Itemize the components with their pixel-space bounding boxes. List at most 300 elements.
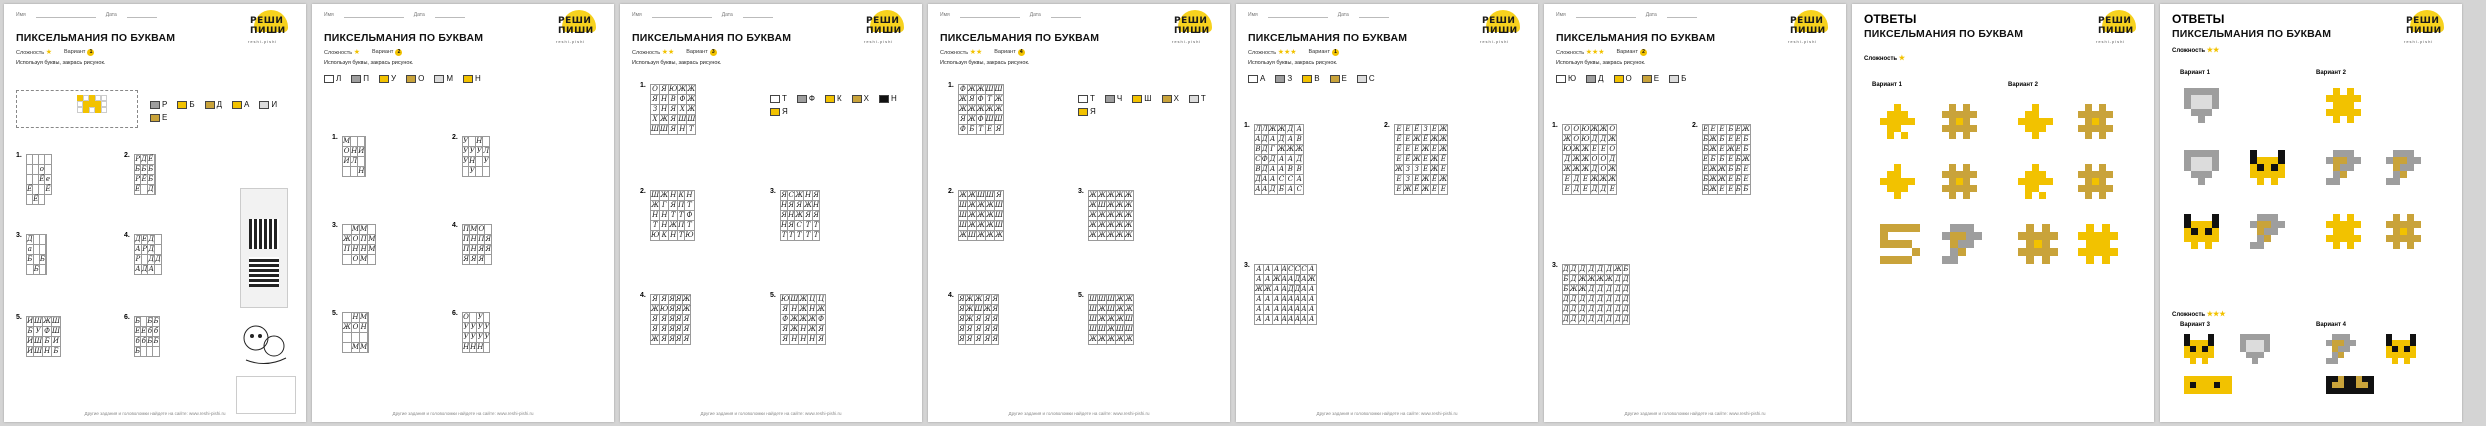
- grid-cell[interactable]: Ю: [781, 295, 790, 303]
- grid-cell[interactable]: А: [1308, 265, 1315, 273]
- grid-cell[interactable]: Е: [1440, 165, 1446, 173]
- grid-cell[interactable]: Я: [675, 295, 682, 303]
- grid-cell[interactable]: О: [352, 235, 359, 243]
- grid-cell[interactable]: Н: [470, 245, 477, 253]
- grid-cell[interactable]: Я: [485, 235, 492, 243]
- grid-cell[interactable]: о: [39, 165, 44, 173]
- grid-cell[interactable]: А: [1274, 295, 1280, 303]
- grid-cell[interactable]: Я: [652, 295, 658, 303]
- grid-cell[interactable]: Ж: [1741, 125, 1750, 133]
- grid-cell[interactable]: Т: [804, 231, 813, 241]
- grid-cell[interactable]: Ж: [1430, 155, 1439, 163]
- grid-cell[interactable]: Ж: [799, 315, 808, 323]
- grid-cell[interactable]: Д: [1261, 145, 1268, 153]
- grid-cell[interactable]: Б: [148, 165, 154, 173]
- grid-cell[interactable]: Е: [1405, 125, 1411, 133]
- grid-cell[interactable]: б: [141, 337, 146, 345]
- grid-cell[interactable]: О: [1564, 125, 1571, 133]
- grid-cell[interactable]: Д: [1591, 165, 1598, 173]
- grid-cell[interactable]: Н: [470, 343, 477, 351]
- grid-cell[interactable]: Д: [1597, 305, 1604, 313]
- grid-cell[interactable]: Е: [1735, 125, 1741, 133]
- grid-cell[interactable]: Ш: [974, 305, 983, 313]
- grid-cell[interactable]: Ж: [1097, 211, 1106, 219]
- grid-cell[interactable]: Д: [1570, 315, 1577, 323]
- grid-cell[interactable]: А: [1308, 295, 1315, 303]
- grid-cell[interactable]: Н: [791, 335, 798, 343]
- grid-cell[interactable]: П: [678, 201, 685, 209]
- grid-cell[interactable]: Я: [995, 125, 1002, 133]
- grid-cell[interactable]: Н: [781, 221, 788, 229]
- grid-cell[interactable]: [343, 225, 352, 235]
- grid-cell[interactable]: Н: [781, 201, 788, 209]
- grid-cell[interactable]: Ё: [1440, 155, 1446, 163]
- grid-cell[interactable]: [368, 323, 369, 333]
- grid-cell[interactable]: Б: [135, 347, 141, 355]
- grid-cell[interactable]: Я: [818, 325, 824, 333]
- grid-cell[interactable]: Н: [477, 343, 484, 351]
- grid-cell[interactable]: Б: [1728, 165, 1734, 173]
- grid-cell[interactable]: Ж: [804, 201, 812, 209]
- grid-cell[interactable]: Н: [661, 211, 668, 219]
- grid-cell[interactable]: Ш: [1089, 325, 1097, 333]
- grid-cell[interactable]: Е: [1743, 175, 1749, 183]
- grid-cell[interactable]: Н: [809, 305, 816, 313]
- grid-cell[interactable]: Ш: [34, 337, 43, 345]
- grid-cell[interactable]: Д: [1261, 165, 1268, 173]
- grid-cell[interactable]: А: [1265, 295, 1271, 303]
- grid-cell[interactable]: Я: [675, 305, 682, 313]
- grid-cell[interactable]: Д: [1579, 295, 1586, 303]
- grid-cell[interactable]: Д: [1597, 295, 1604, 303]
- grid-cell[interactable]: Ж: [1430, 165, 1439, 173]
- grid-cell[interactable]: Б: [27, 255, 33, 263]
- grid-cell[interactable]: б: [153, 327, 159, 335]
- grid-cell[interactable]: Р: [142, 245, 147, 253]
- grid-cell[interactable]: Ш: [678, 115, 687, 123]
- grid-cell[interactable]: Ж: [1590, 125, 1599, 133]
- grid-cell[interactable]: О: [352, 323, 359, 331]
- grid-cell[interactable]: Т: [976, 125, 985, 135]
- grid-cell[interactable]: Ж: [1263, 285, 1272, 293]
- grid-cell[interactable]: А: [1265, 305, 1271, 313]
- grid-cell[interactable]: Ж: [1572, 165, 1581, 173]
- grid-cell[interactable]: Ф: [44, 327, 50, 335]
- grid-cell[interactable]: Ж: [1412, 135, 1421, 143]
- grid-cell[interactable]: Ж: [1581, 155, 1590, 163]
- grid-cell[interactable]: Ш: [1107, 295, 1115, 303]
- grid-cell[interactable]: М: [368, 235, 376, 243]
- grid-cell[interactable]: Т: [804, 221, 813, 231]
- grid-cell[interactable]: И: [52, 337, 60, 345]
- grid-cell[interactable]: Ж: [343, 235, 351, 243]
- grid-cell[interactable]: Е: [1431, 185, 1437, 193]
- grid-cell[interactable]: [343, 255, 352, 265]
- grid-cell[interactable]: Ж: [1116, 295, 1124, 303]
- grid-cell[interactable]: Н: [788, 211, 795, 219]
- grid-cell[interactable]: А: [1278, 155, 1285, 163]
- grid-cell[interactable]: О: [463, 313, 469, 321]
- grid-cell[interactable]: Д: [1622, 285, 1629, 293]
- grid-cell[interactable]: Ю: [685, 231, 694, 239]
- grid-cell[interactable]: Ж: [968, 201, 976, 209]
- grid-cell[interactable]: Я: [992, 305, 999, 313]
- grid-cell[interactable]: [155, 245, 162, 255]
- grid-cell[interactable]: Р: [135, 175, 140, 183]
- grid-cell[interactable]: Ё: [1396, 145, 1402, 153]
- grid-cell[interactable]: Т: [687, 125, 696, 135]
- grid-cell[interactable]: Ж: [1608, 175, 1617, 183]
- grid-cell[interactable]: [154, 155, 155, 165]
- grid-cell[interactable]: Н: [800, 325, 807, 333]
- grid-cell[interactable]: Я: [966, 325, 973, 333]
- grid-cell[interactable]: Н: [352, 313, 359, 321]
- grid-cell[interactable]: Д: [1294, 275, 1301, 283]
- grid-cell[interactable]: Ж: [1124, 201, 1133, 209]
- grid-cell[interactable]: Ш: [51, 317, 60, 325]
- grid-cell[interactable]: [46, 235, 47, 245]
- grid-cell[interactable]: Р: [135, 255, 141, 263]
- grid-cell[interactable]: Ш: [1089, 315, 1097, 323]
- grid-cell[interactable]: Ж: [1709, 185, 1718, 193]
- grid-cell[interactable]: [153, 347, 159, 357]
- grid-cell[interactable]: Ж: [1563, 165, 1572, 173]
- grid-cell[interactable]: П: [463, 235, 470, 243]
- grid-cell[interactable]: Е: [135, 327, 141, 335]
- grid-cell[interactable]: Б: [1719, 135, 1725, 143]
- grid-cell[interactable]: Ж: [968, 221, 976, 229]
- grid-cell[interactable]: Ж: [651, 335, 659, 343]
- grid-cell[interactable]: Ж: [1614, 265, 1622, 273]
- grid-cell[interactable]: Е: [1563, 185, 1572, 195]
- grid-cell[interactable]: Ж: [1106, 211, 1115, 219]
- grid-cell[interactable]: Н: [469, 157, 476, 165]
- grid-cell[interactable]: Я: [818, 335, 824, 343]
- grid-cell[interactable]: Д: [1570, 275, 1577, 283]
- grid-cell[interactable]: Ё: [39, 175, 45, 183]
- grid-cell[interactable]: Ж: [660, 115, 668, 123]
- grid-cell[interactable]: Ш: [968, 231, 976, 239]
- grid-cell[interactable]: Ж: [1124, 221, 1133, 229]
- grid-cell[interactable]: Б: [147, 337, 153, 345]
- grid-cell[interactable]: Я: [960, 115, 966, 123]
- grid-cell[interactable]: Н: [360, 323, 367, 331]
- grid-cell[interactable]: Ш: [994, 85, 1003, 93]
- grid-cell[interactable]: Ж: [43, 317, 51, 325]
- grid-cell[interactable]: Д: [1278, 135, 1285, 143]
- grid-cell[interactable]: Ю: [1581, 135, 1590, 143]
- grid-cell[interactable]: М: [368, 245, 376, 253]
- grid-cell[interactable]: Е: [1600, 145, 1606, 153]
- grid-cell[interactable]: Ё: [1414, 185, 1420, 193]
- grid-cell[interactable]: Д: [1563, 315, 1569, 323]
- grid-cell[interactable]: Ж: [660, 191, 669, 199]
- grid-cell[interactable]: А: [1274, 285, 1280, 293]
- grid-cell[interactable]: Ж: [959, 95, 967, 103]
- grid-cell[interactable]: Б: [33, 265, 39, 273]
- grid-cell[interactable]: Е: [1735, 145, 1741, 153]
- grid-cell[interactable]: У: [484, 323, 490, 331]
- grid-cell[interactable]: Ж: [1097, 221, 1106, 229]
- grid-cell[interactable]: [351, 137, 358, 147]
- grid-cell[interactable]: Д: [1588, 285, 1595, 293]
- grid-cell[interactable]: Ж: [965, 305, 974, 313]
- grid-cell[interactable]: О: [652, 85, 658, 93]
- grid-cell[interactable]: А: [1308, 285, 1315, 293]
- grid-cell[interactable]: Я: [781, 211, 787, 219]
- grid-cell[interactable]: Е: [1719, 185, 1725, 193]
- grid-cell[interactable]: Б: [1728, 125, 1734, 133]
- grid-cell[interactable]: [46, 255, 47, 265]
- grid-cell[interactable]: Б: [1719, 155, 1725, 163]
- grid-cell[interactable]: Б: [135, 165, 141, 173]
- grid-cell[interactable]: А: [1278, 165, 1285, 173]
- grid-cell[interactable]: [485, 225, 492, 235]
- grid-cell[interactable]: Н: [463, 343, 470, 351]
- grid-cell[interactable]: Я: [478, 255, 485, 263]
- grid-cell[interactable]: Ж: [986, 221, 994, 229]
- grid-cell[interactable]: Ж: [1709, 165, 1718, 173]
- grid-cell[interactable]: Б: [1743, 145, 1749, 153]
- grid-cell[interactable]: Ш: [1089, 305, 1097, 313]
- grid-cell[interactable]: Я: [782, 305, 788, 313]
- grid-cell[interactable]: Ф: [686, 211, 693, 219]
- grid-cell[interactable]: Я: [959, 295, 965, 303]
- grid-cell[interactable]: Ш: [959, 211, 967, 219]
- grid-cell[interactable]: Д: [1563, 265, 1569, 273]
- grid-cell[interactable]: А: [1288, 315, 1294, 323]
- grid-cell[interactable]: Я: [984, 315, 991, 323]
- grid-cell[interactable]: Я: [661, 325, 667, 333]
- grid-cell[interactable]: А: [1281, 315, 1287, 323]
- grid-cell[interactable]: Я: [675, 315, 682, 323]
- grid-cell[interactable]: [368, 343, 369, 353]
- grid-cell[interactable]: Ж: [1578, 275, 1587, 283]
- grid-cell[interactable]: Ж: [1286, 145, 1295, 153]
- grid-cell[interactable]: Я: [669, 315, 675, 323]
- grid-cell[interactable]: Я: [652, 95, 658, 103]
- grid-cell[interactable]: Б: [1735, 185, 1741, 193]
- grid-cell[interactable]: Ж: [1307, 275, 1316, 283]
- grid-cell[interactable]: Е: [1405, 135, 1411, 143]
- grid-cell[interactable]: Д: [155, 255, 161, 263]
- grid-cell[interactable]: А: [1274, 265, 1280, 273]
- grid-cell[interactable]: Ш: [994, 115, 1003, 123]
- grid-cell[interactable]: Д: [1579, 315, 1586, 323]
- grid-cell[interactable]: Ж: [1439, 125, 1448, 133]
- grid-cell[interactable]: [365, 157, 366, 167]
- grid-cell[interactable]: В: [669, 95, 678, 105]
- grid-cell[interactable]: Ф: [1261, 155, 1268, 163]
- grid-cell[interactable]: [343, 343, 352, 353]
- grid-cell[interactable]: Е: [1414, 175, 1420, 183]
- grid-cell[interactable]: Т: [669, 211, 678, 221]
- grid-cell[interactable]: Т: [813, 221, 819, 229]
- grid-cell[interactable]: Ж: [977, 231, 985, 239]
- grid-cell[interactable]: Ж: [1572, 155, 1581, 163]
- grid-cell[interactable]: А: [1301, 295, 1307, 303]
- grid-cell[interactable]: С: [796, 221, 802, 229]
- grid-cell[interactable]: Ж: [1741, 155, 1750, 163]
- grid-cell[interactable]: Ж: [965, 295, 974, 303]
- grid-cell[interactable]: О: [478, 225, 485, 233]
- grid-cell[interactable]: Ш: [34, 347, 43, 355]
- grid-cell[interactable]: Ш: [651, 125, 659, 133]
- grid-cell[interactable]: Н: [679, 125, 686, 133]
- grid-cell[interactable]: Я: [669, 335, 675, 343]
- grid-cell[interactable]: А: [1274, 315, 1280, 323]
- grid-cell[interactable]: Я: [984, 295, 991, 303]
- grid-cell[interactable]: Б: [1703, 175, 1709, 183]
- grid-cell[interactable]: Д: [1615, 285, 1621, 293]
- grid-cell[interactable]: Е: [1431, 125, 1437, 133]
- grid-cell[interactable]: Ж: [1430, 135, 1439, 143]
- grid-cell[interactable]: У: [469, 167, 475, 175]
- grid-cell[interactable]: А: [1274, 305, 1280, 313]
- grid-cell[interactable]: Д: [1622, 305, 1629, 313]
- grid-cell[interactable]: Н: [670, 191, 677, 199]
- grid-cell[interactable]: С: [788, 191, 794, 199]
- grid-cell[interactable]: [154, 165, 155, 175]
- grid-cell[interactable]: Ж: [1726, 145, 1735, 153]
- grid-cell[interactable]: Ж: [790, 325, 799, 333]
- grid-cell[interactable]: З: [1403, 175, 1412, 185]
- grid-cell[interactable]: Б: [1743, 135, 1749, 143]
- grid-cell[interactable]: С: [1294, 265, 1301, 273]
- grid-cell[interactable]: Ш: [1125, 315, 1133, 323]
- grid-cell[interactable]: Ж: [1439, 135, 1448, 143]
- grid-cell[interactable]: Д: [1606, 315, 1612, 323]
- grid-cell[interactable]: Л: [1261, 125, 1268, 133]
- grid-cell[interactable]: У: [476, 147, 482, 155]
- grid-cell[interactable]: Б: [141, 165, 147, 173]
- grid-cell[interactable]: Ж: [994, 105, 1003, 113]
- grid-cell[interactable]: Д: [1570, 295, 1577, 303]
- grid-cell[interactable]: Ш: [651, 191, 660, 199]
- grid-cell[interactable]: Ж: [1421, 145, 1430, 153]
- grid-cell[interactable]: Б: [1623, 265, 1629, 273]
- grid-cell[interactable]: А: [1287, 135, 1294, 143]
- grid-cell[interactable]: [483, 137, 490, 147]
- grid-cell[interactable]: А: [1308, 305, 1315, 313]
- grid-cell[interactable]: Ж: [1097, 231, 1106, 239]
- grid-cell[interactable]: [483, 167, 490, 177]
- grid-cell[interactable]: Г: [1268, 145, 1277, 155]
- grid-cell[interactable]: Е: [987, 125, 993, 133]
- grid-cell[interactable]: Ж: [995, 231, 1003, 239]
- grid-cell[interactable]: [141, 255, 148, 265]
- grid-cell[interactable]: Д: [1588, 305, 1595, 313]
- grid-cell[interactable]: Д: [1579, 305, 1586, 313]
- grid-cell[interactable]: М: [360, 313, 368, 321]
- grid-cell[interactable]: Ю: [1581, 125, 1590, 133]
- grid-cell[interactable]: Ж: [1587, 275, 1596, 283]
- grid-cell[interactable]: Ж: [1421, 175, 1430, 183]
- grid-cell[interactable]: Ж: [682, 295, 691, 303]
- grid-cell[interactable]: Я: [683, 315, 690, 323]
- grid-cell[interactable]: М: [470, 225, 478, 233]
- grid-cell[interactable]: Ж: [1089, 335, 1097, 343]
- grid-cell[interactable]: Ж: [1608, 135, 1617, 143]
- grid-cell[interactable]: Ш: [1125, 325, 1133, 333]
- grid-cell[interactable]: Л: [351, 157, 358, 165]
- grid-cell[interactable]: Ш: [790, 295, 799, 303]
- grid-cell[interactable]: [46, 245, 47, 255]
- grid-cell[interactable]: Я: [996, 191, 1002, 199]
- grid-cell[interactable]: Ж: [986, 201, 994, 209]
- grid-cell[interactable]: Я: [661, 335, 667, 343]
- grid-cell[interactable]: М: [360, 343, 368, 351]
- grid-cell[interactable]: Д: [1615, 305, 1621, 313]
- grid-cell[interactable]: Ж: [985, 105, 994, 113]
- grid-cell[interactable]: Ф: [818, 315, 824, 323]
- grid-cell[interactable]: [351, 167, 358, 177]
- grid-cell[interactable]: У: [477, 323, 483, 331]
- grid-cell[interactable]: Я: [992, 315, 999, 323]
- grid-cell[interactable]: Ж: [959, 105, 967, 113]
- grid-cell[interactable]: Ж: [974, 295, 983, 303]
- grid-cell[interactable]: Д: [1296, 155, 1303, 163]
- grid-cell[interactable]: И: [27, 347, 34, 355]
- grid-cell[interactable]: Ж: [1295, 145, 1304, 153]
- grid-cell[interactable]: Ж: [994, 95, 1003, 103]
- grid-cell[interactable]: Д: [1563, 305, 1569, 313]
- grid-cell[interactable]: Ю: [1563, 145, 1572, 153]
- grid-cell[interactable]: Ё: [1423, 135, 1429, 143]
- grid-cell[interactable]: Ш: [995, 211, 1003, 219]
- grid-cell[interactable]: Н: [358, 167, 365, 175]
- grid-cell[interactable]: У: [483, 157, 489, 165]
- grid-cell[interactable]: З: [651, 105, 660, 115]
- grid-cell[interactable]: Н: [791, 305, 798, 313]
- grid-cell[interactable]: С: [1301, 265, 1307, 273]
- grid-cell[interactable]: Я: [661, 85, 667, 93]
- grid-cell[interactable]: Ж: [1106, 191, 1115, 199]
- grid-cell[interactable]: Б: [1703, 185, 1709, 193]
- grid-cell[interactable]: А: [1256, 295, 1262, 303]
- grid-cell[interactable]: Ж: [795, 191, 804, 199]
- grid-cell[interactable]: [343, 167, 351, 177]
- grid-cell[interactable]: Д: [1622, 295, 1629, 303]
- grid-cell[interactable]: Ж: [1115, 231, 1124, 239]
- grid-cell[interactable]: Д: [1588, 295, 1595, 303]
- grid-cell[interactable]: Ш: [995, 221, 1003, 229]
- grid-cell[interactable]: Т: [795, 231, 804, 241]
- grid-cell[interactable]: А: [1308, 315, 1315, 323]
- grid-cell[interactable]: Ж: [1125, 295, 1133, 303]
- grid-cell[interactable]: О: [343, 147, 350, 155]
- grid-cell[interactable]: П: [678, 221, 685, 229]
- grid-cell[interactable]: Е: [1563, 175, 1572, 185]
- grid-cell[interactable]: У: [463, 147, 469, 155]
- grid-cell[interactable]: Д: [1564, 155, 1571, 163]
- grid-cell[interactable]: Ж: [967, 105, 976, 113]
- grid-cell[interactable]: Ш: [995, 201, 1003, 209]
- grid-cell[interactable]: [484, 313, 490, 323]
- grid-cell[interactable]: Д: [1622, 315, 1629, 323]
- grid-cell[interactable]: Ш: [959, 201, 967, 209]
- grid-cell[interactable]: Е: [1609, 185, 1615, 193]
- grid-cell[interactable]: Ж: [959, 191, 967, 199]
- grid-cell[interactable]: Д: [1255, 175, 1261, 183]
- grid-cell[interactable]: Я: [782, 335, 788, 343]
- grid-cell[interactable]: Ж: [1255, 285, 1263, 293]
- grid-cell[interactable]: Н: [660, 105, 668, 113]
- grid-cell[interactable]: [343, 313, 352, 323]
- grid-cell[interactable]: Т: [651, 221, 660, 231]
- grid-cell[interactable]: А: [1296, 175, 1302, 183]
- grid-cell[interactable]: Е: [1396, 125, 1402, 133]
